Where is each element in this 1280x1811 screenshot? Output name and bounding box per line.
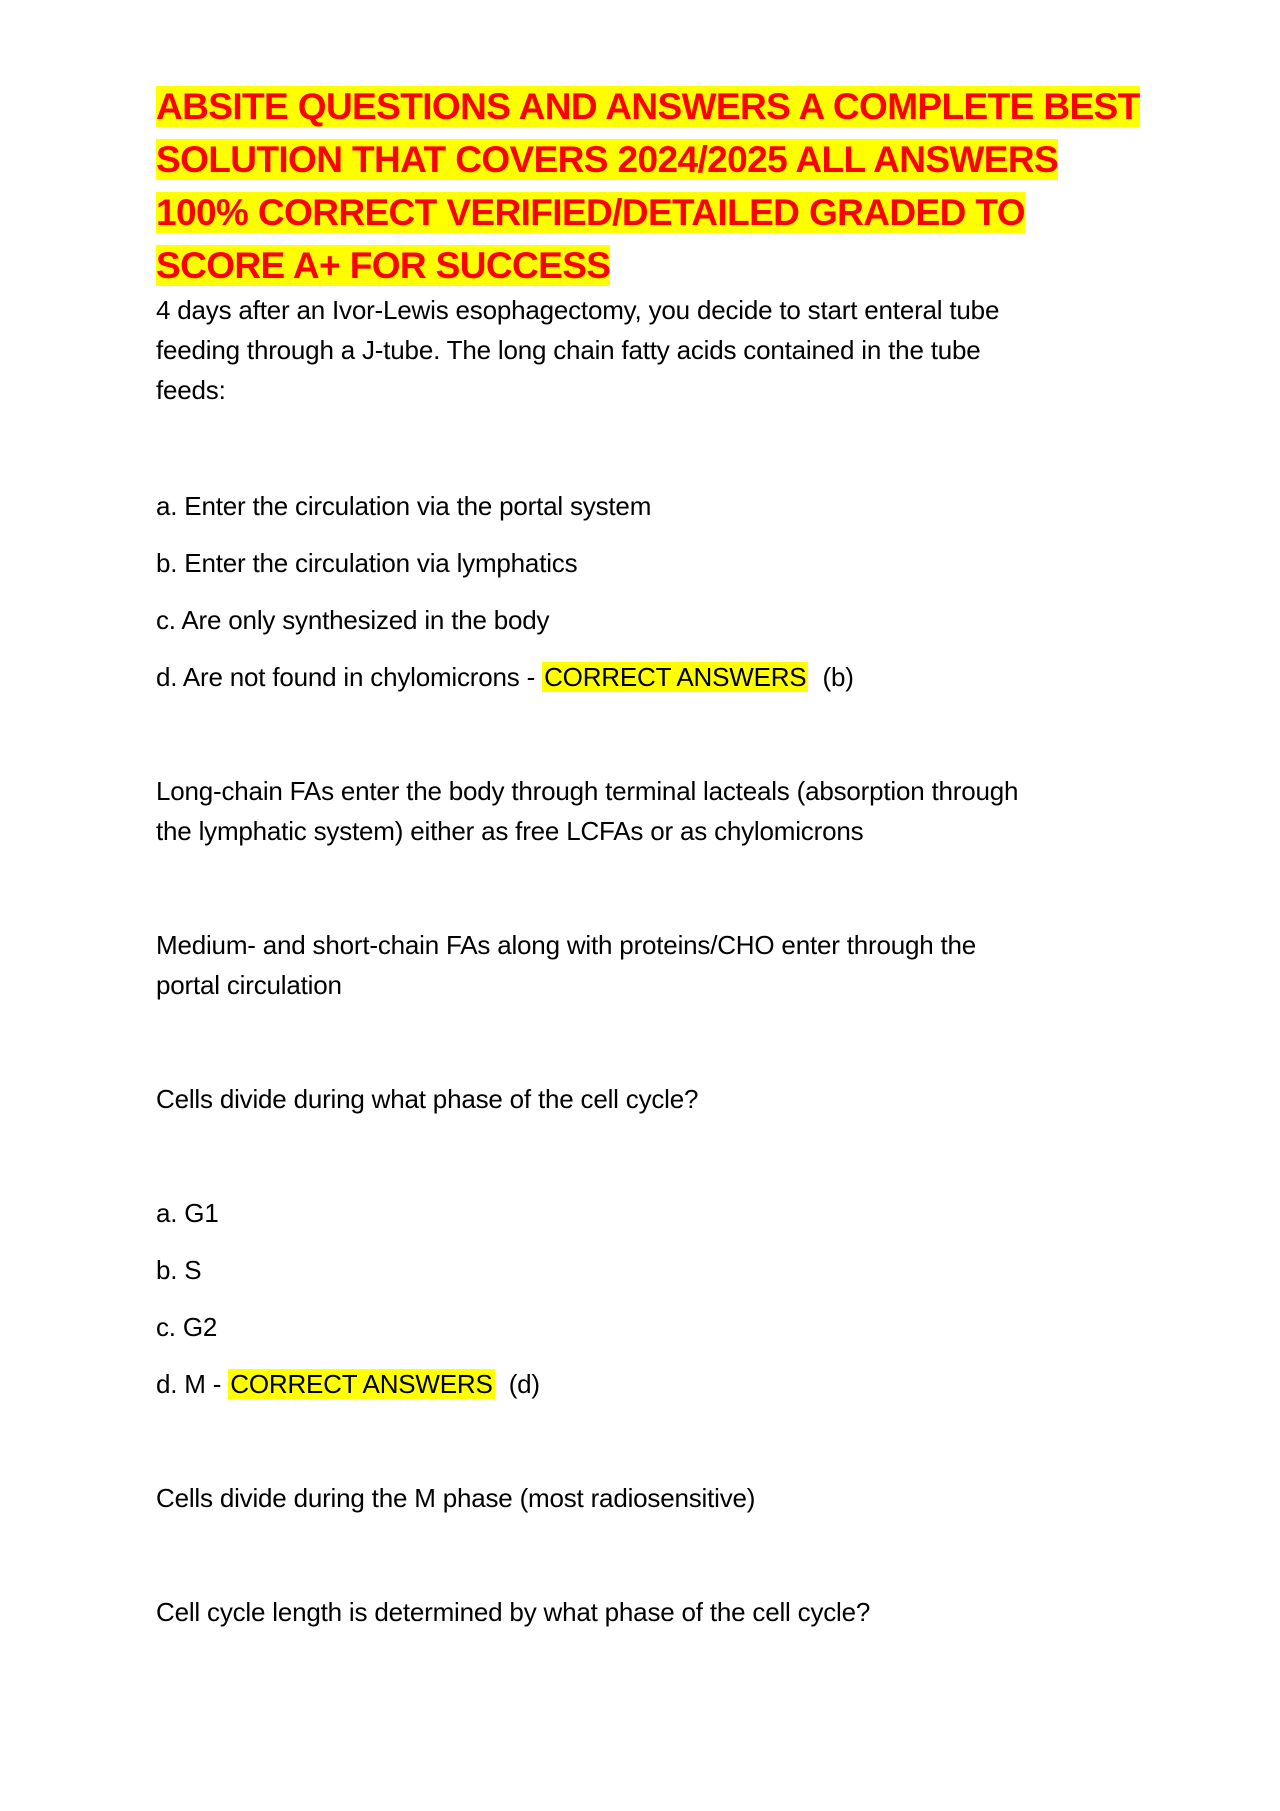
correct-answer-label: CORRECT ANSWERS xyxy=(230,1369,493,1399)
correct-answer-label: CORRECT ANSWERS xyxy=(544,662,807,692)
option-c: c. G2 xyxy=(156,1312,218,1342)
option-c: c. Are only synthesized in the body xyxy=(156,605,550,635)
question-3 xyxy=(156,1592,1126,1632)
title-line: SCORE A+ FOR SUCCESS xyxy=(156,245,611,286)
question-stem: Cells divide during what phase of the cell cycle? xyxy=(156,1084,699,1114)
explanation: Medium- and short-chain FAs along with proteins/CHO enter through the portal circulation xyxy=(156,930,977,1000)
explanation: Cells divide during the M phase (most radiosensitive) xyxy=(156,1483,756,1513)
question-2 xyxy=(156,1079,1126,1518)
option-a: a. G1 xyxy=(156,1198,219,1228)
answer-value: (d) xyxy=(508,1369,540,1399)
question-stem: 4 days after an Ivor-Lewis esophagectomy, you decide to start enteral tube feeding through a J-tube. The long chain fatty acids contained in the tube feeds: xyxy=(156,295,1000,405)
document-page xyxy=(156,80,1140,1632)
document-title xyxy=(156,80,1140,292)
option-d: d. Are not found in chylomicrons - CORRECT ANSWERS (b) xyxy=(156,662,854,692)
option-b: b. S xyxy=(156,1255,202,1285)
question-1 xyxy=(156,290,1126,1005)
title-line: 100% CORRECT VERIFIED/DETAILED GRADED TO xyxy=(156,192,1025,233)
option-d: d. M - CORRECT ANSWERS (d) xyxy=(156,1369,540,1399)
explanation: Long-chain FAs enter the body through terminal lacteals (absorption through the lymphatic system) either as free LCFAs or as chylomicrons xyxy=(156,776,1019,846)
answer-value: (b) xyxy=(822,662,854,692)
title-line: SOLUTION THAT COVERS 2024/2025 ALL ANSWERS xyxy=(156,139,1059,180)
question-stem: Cell cycle length is determined by what phase of the cell cycle? xyxy=(156,1597,871,1627)
option-a: a. Enter the circulation via the portal system xyxy=(156,491,652,521)
option-b: b. Enter the circulation via lymphatics xyxy=(156,548,578,578)
title-line: ABSITE QUESTIONS AND ANSWERS A COMPLETE BEST xyxy=(156,86,1140,127)
